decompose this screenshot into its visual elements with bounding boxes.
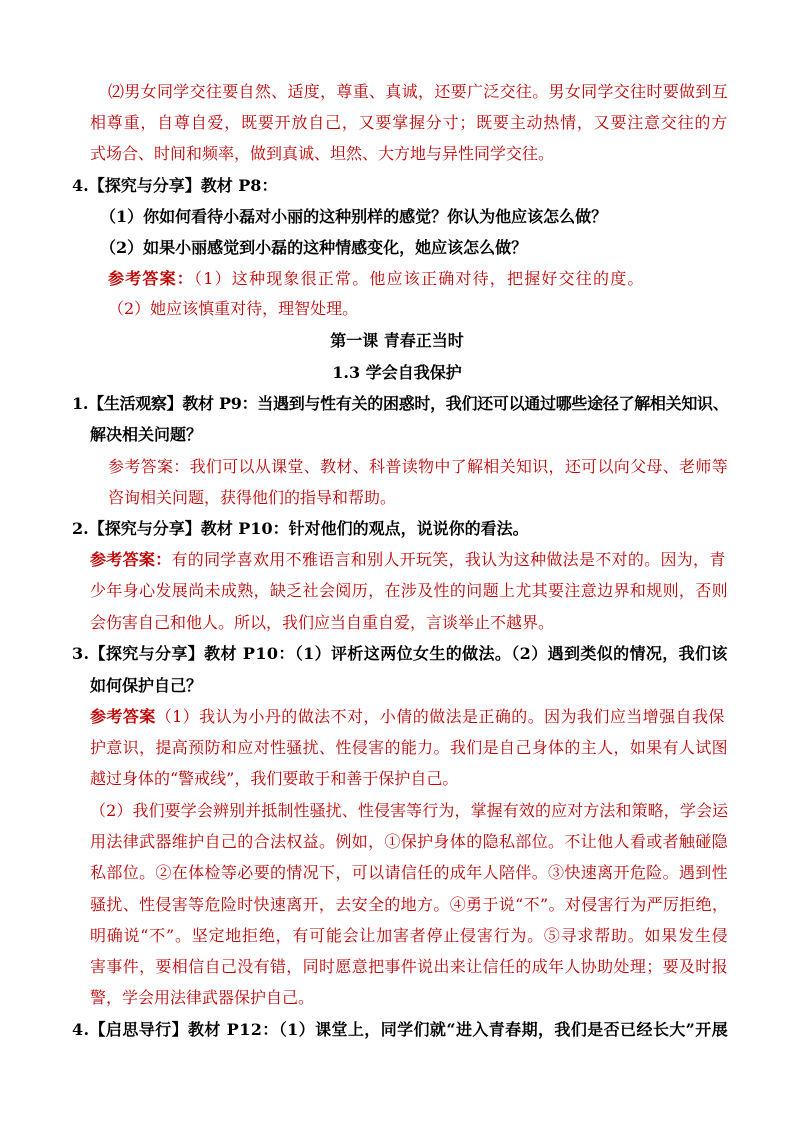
question-4-sub-1: （1）你如何看待小磊对小丽的这种别样的感觉？你认为他应该怎么做？ [100, 207, 608, 226]
answer-label: 参考答案： [90, 550, 172, 569]
question-2-answer-3: 会伤害自己和他人。所以，我们应当自重自爱，言谈举止不越界。 [90, 613, 555, 632]
question-2-answer-1 [90, 550, 726, 570]
question-4-sub-2: （2）如果小丽感觉到小磊的这种情感变化，她应该怎么做？ [100, 238, 528, 257]
question-3-answer-8: 明确说“不”。坚定地拒绝，有可能会让加害者停止侵害行为。⑤寻求帮助。如果发生侵 [90, 926, 729, 945]
question-1-line-2: 解决相关问题？ [90, 425, 203, 444]
question-3-answer-4: （2）我们要学会辨别并抵制性骚扰、性侵害等行为，掌握有效的应对方法和策略，学会运 [90, 801, 729, 820]
question-4-answer-2: （2）她应该慎重对待，理智处理。 [108, 299, 359, 318]
answer-label: 参考答案： [108, 269, 195, 288]
question-4-heading: 4.【探究与分享】教材 P8： [72, 176, 278, 195]
question-3-answer-7: 骚扰、性侵害等危险时快速离开，去安全的地方。④勇于说“不”。对侵害行为严厉拒绝， [90, 895, 729, 914]
question-4-answer-1 [108, 269, 645, 289]
question-3-answer-3: 越过身体的“警戒线”，我们要敢于和善于保护自己。 [90, 769, 459, 788]
section-title: 1.3 学会自我保护 [332, 363, 462, 382]
question-3-line-1: 3.【探究与分享】教材 P10：（1）评析这两位女生的做法。（2）遇到类似的情况，我们该 [72, 644, 728, 663]
prev-answer-line-1: ⑵男女同学交往要自然、适度，尊重、真诚，还要广泛交往。男女同学交往时要做到互 [108, 82, 729, 101]
question-4b-line-1: 4.【启思导行】教材 P12：（1）课堂上，同学们就“进入青春期，我们是否已经长大”开展 [72, 1020, 729, 1039]
answer-text: （1）这种现象很正常。他应该正确对待，把握好交往的度。 [194, 269, 645, 288]
answer-label: 参考答案 [90, 707, 156, 726]
question-3-answer-5: 用法律武器维护自己的合法权益。例如，①保护身体的隐私部位。不让他人看或者触碰隐 [90, 832, 729, 851]
question-1-line-1: 1.【生活观察】教材 P9：当遇到与性有关的困惑时，我们还可以通过哪些途径了解相关知识、 [72, 394, 729, 413]
question-2-answer-2: 少年身心发展尚未成熟，缺乏社会阅历，在涉及性的问题上尤其要注意边界和规则，否则 [90, 581, 729, 600]
question-3-line-2: 如何保护自己？ [90, 676, 203, 695]
question-3-answer-10: 警，学会用法律武器保护自己。 [90, 988, 315, 1007]
question-3-answer-1 [90, 707, 725, 727]
question-3-answer-2: 护意识，提高预防和应对性骚扰、性侵害的能力。我们是自己身体的主人，如果有人试图 [90, 738, 729, 757]
question-3-answer-9: 害事件，要相信自己没有错，同时愿意把事件说出来让信任的成年人协助处理；要及时报 [90, 957, 729, 976]
prev-answer-line-3: 式场合、时间和频率，做到真诚、坦然、大方地与异性同学交往。 [90, 144, 555, 163]
answer-text: 有的同学喜欢用不雅语言和别人开玩笑，我认为这种做法是不对的。因为，青 [171, 550, 726, 569]
answer-text: （1）我认为小丹的做法不对，小倩的做法是正确的。因为我们应当增强自我保 [155, 707, 725, 726]
question-1-answer-2: 咨询相关问题，获得他们的指导和帮助。 [108, 488, 397, 507]
prev-answer-line-2: 相尊重，自尊自爱，既要开放自己，又要掌握分寸；既要主动热情，又要注意交往的方 [90, 113, 728, 132]
question-2-line-1: 2.【探究与分享】教材 P10：针对他们的观点，说说你的看法。 [72, 519, 529, 538]
lesson-title: 第一课 青春正当时 [330, 331, 464, 350]
question-3-answer-6: 私部位。②在体检等必要的情况下，可以请信任的成年人陪伴。③快速离开危险。遇到性 [90, 863, 729, 882]
question-1-answer-1: 参考答案：我们可以从课堂、教材、科普读物中了解相关知识，还可以向父母、老师等 [108, 457, 729, 476]
